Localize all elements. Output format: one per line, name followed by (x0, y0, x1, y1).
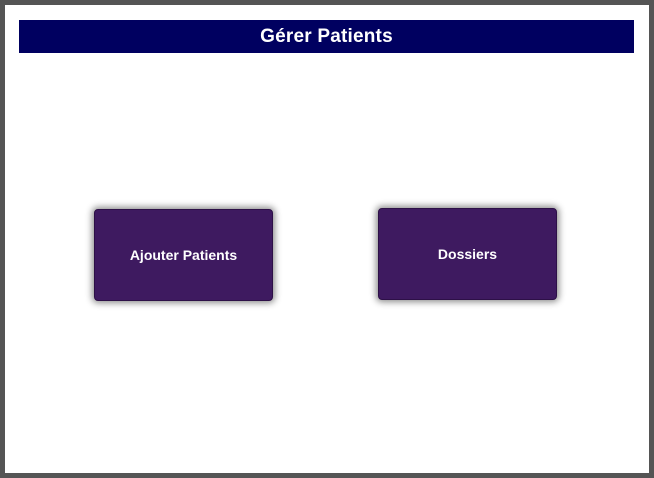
records-button-label: Dossiers (437, 246, 498, 262)
records-button[interactable] (378, 208, 557, 300)
add-patients-button-label: Ajouter Patients (129, 247, 238, 263)
add-patients-button[interactable] (94, 209, 273, 301)
page-title: Gérer Patients (19, 20, 634, 53)
